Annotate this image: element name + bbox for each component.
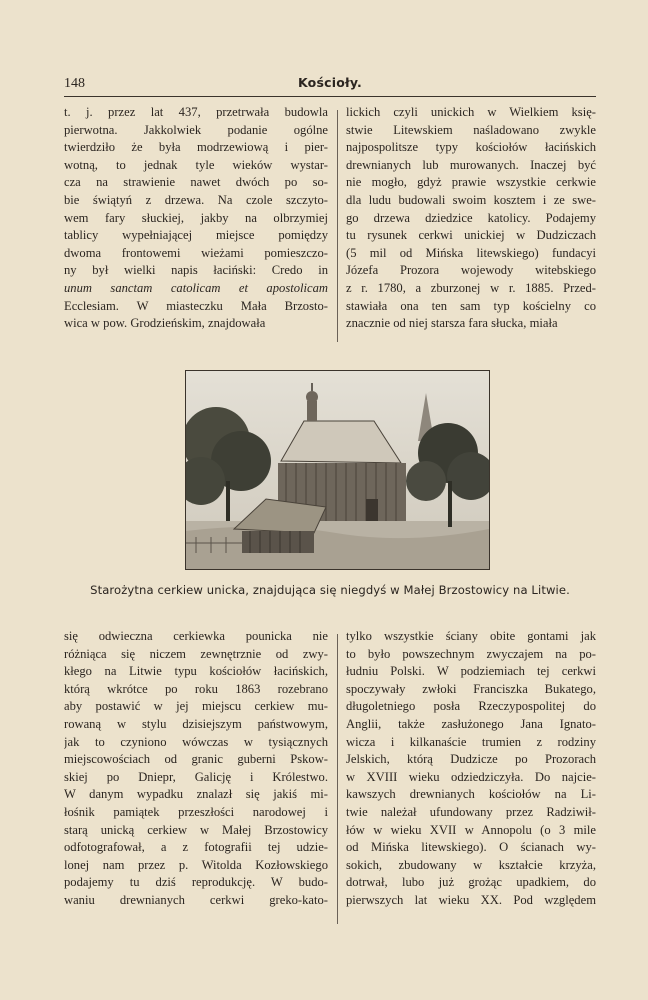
text-line: t. j. przez lat 437, przetrwała budowla — [64, 105, 328, 119]
text-line: tu rysunek cerkwi unickiej w Dudziczach — [346, 228, 596, 243]
text-column-top-left — [64, 104, 328, 333]
church-photo-illustration — [186, 371, 489, 569]
text-line: Ecclesiam. W miasteczku Mała Brzosto- — [64, 298, 328, 313]
text-line: W danym wypadku znalazł się jakiś mi- — [64, 787, 328, 802]
text-line: tablicy wypełniającej miejsce pomiędzy — [64, 228, 328, 243]
church-photograph — [185, 370, 490, 570]
text-line: długoletniego posła Rzeczypospolitej do — [346, 699, 596, 714]
running-title: Kościoły. — [298, 75, 362, 90]
text-line: wem fary słuckiej, jakby na olbrzymiej — [64, 210, 328, 225]
text-line: się odwieczna cerkiewka pounicka nie — [64, 629, 328, 643]
text-line: pierwszych lat wieku XX. Pod względem — [346, 892, 596, 907]
text-line: jak to czyniono wówczas w tysiącznych — [64, 734, 328, 749]
text-line: kłego na Litwie typu kościołów łacińskich, — [64, 664, 328, 679]
text-column-bottom-left — [64, 628, 328, 910]
text-line: tylko wszystkie ściany obite gontami jak — [346, 629, 596, 643]
text-line: łudniu Polski. W podziemiach tej cerkwi — [346, 664, 596, 679]
photo-caption: Starożytna cerkiew unicka, znajdująca się niegdyś w Małej Brzostowicy na Litwie. — [90, 583, 570, 597]
text-line: od Mińska litewskiego). O ścianach wy- — [346, 840, 596, 855]
page-number: 148 — [64, 76, 85, 91]
text-line: Anglii, także zasłużonego Jana Ignato- — [346, 716, 596, 731]
text-line: podajemy tu dziś reprodukcję. W budo- — [64, 875, 328, 890]
text-line: sokich, zbudowany w kształcie krzyża, — [346, 857, 596, 872]
text-line: cza na strawienie nawet dwóch po so- — [64, 175, 328, 190]
text-line: lickich czyli unickich w Wielkiem księ- — [346, 105, 596, 119]
text-line: odfotografował, a z fotografii tej udzie- — [64, 840, 328, 855]
text-line: rowaną w stylu dzisiejszym państwowym, — [64, 716, 328, 731]
text-line: dwoma frontowemi wieżami pomieszczo- — [64, 245, 328, 260]
text-line: którą wkrótce po roku 1863 rozebrano — [64, 681, 328, 696]
text-line: wicza i kilkanaście trumien z rodziny — [346, 734, 596, 749]
column-rule-bottom — [337, 634, 338, 924]
page-header — [64, 76, 596, 97]
text-line: unum sanctam catolicam et apostolicam — [64, 280, 328, 295]
text-line: twierdziło że była modrzewiową i pier- — [64, 140, 328, 155]
text-line: bie świątyń z drzewa. Na czole szczyto- — [64, 192, 328, 207]
text-line: najpospolitsze typy kościołów łacińskich — [346, 140, 596, 155]
text-line: wotną, to jednak tyle wieków wystar- — [64, 157, 328, 172]
text-line: z r. 1780, a zburzonej w r. 1885. Przed- — [346, 280, 596, 295]
text-line: skiej po Dniepr, Galicję i Królestwo. — [64, 769, 328, 784]
text-line: kawszych drewnianych kościołów na Li- — [346, 787, 596, 802]
text-line: nie mogło, gdyż prawie wszystkie cerkwie — [346, 175, 596, 190]
text-line: różniąca się niczem zewnętrznie od zwy- — [64, 646, 328, 661]
text-line: ny był wielki napis łaciński: Credo in — [64, 263, 328, 278]
text-line: stwie Litewskiem naśladowano zwykle — [346, 122, 596, 137]
text-line: starą unicką cerkiew w Małej Brzostowicy — [64, 822, 328, 837]
text-column-bottom-right — [346, 628, 596, 910]
text-line: twie należał ufundowany przez Radziwił- — [346, 804, 596, 819]
text-line: miejscowościach od granic guberni Pskow- — [64, 752, 328, 767]
text-line: pierwotna. Jakkolwiek podanie ogólne — [64, 122, 328, 137]
text-line: waniu drewnianych cerkwi greko-kato- — [64, 892, 328, 907]
text-line: spoczywały zwłoki Franciszka Bukatego, — [346, 681, 596, 696]
text-line: go drzewa dziedzice katolicy. Podajemy — [346, 210, 596, 225]
column-rule-top — [337, 110, 338, 342]
text-line: wica w pow. Grodzieńskim, znajdowała — [64, 316, 266, 331]
text-line: znacznie od niej starsza fara słucka, miała — [346, 316, 558, 331]
text-line: drewnianych lub murowanych. Inaczej być — [346, 157, 596, 172]
text-column-top-right — [346, 104, 596, 333]
text-line: (5 mil od Mińska litewskiego) fundacyi — [346, 245, 596, 260]
text-line: lonej nam przez p. Witolda Kozłowskiego — [64, 857, 328, 872]
text-line: Jelskich, którą Dudzicze po Prozorach — [346, 752, 596, 767]
text-line: dotrwał, lubo już grożąc upadkiem, do — [346, 875, 596, 890]
text-line: stawiała ona ten sam typ kościelny co — [346, 298, 596, 313]
text-line: aby postawić w jej miejscu cerkiew mu- — [64, 699, 328, 714]
text-line: łów w wieku XVII w Annopolu (o 3 mile — [346, 822, 596, 837]
text-line: Józefa Prozora wojewody witebskiego — [346, 263, 596, 278]
text-line: w XVIII wieku odziedziczyła. Do najcie- — [346, 769, 596, 784]
text-line: to było powszechnym zwyczajem na po- — [346, 646, 596, 661]
text-line: łośnik pamiątek przeszłości narodowej i — [64, 804, 328, 819]
text-line: dla ludu budowali swoim kosztem i ze swe- — [346, 192, 596, 207]
